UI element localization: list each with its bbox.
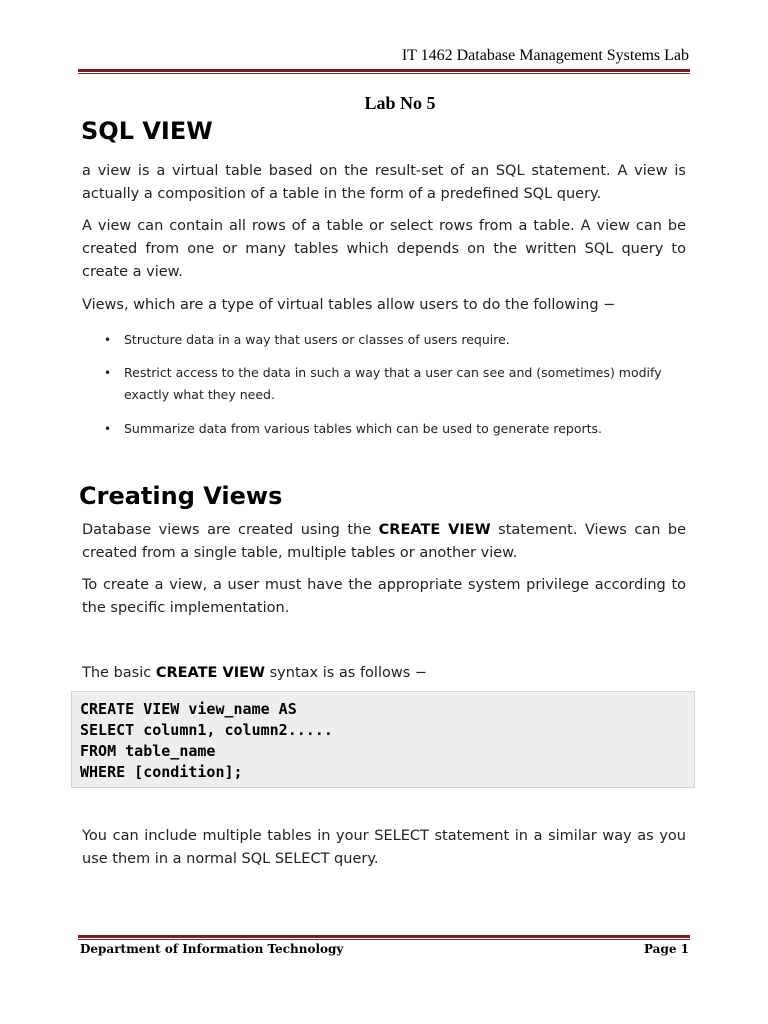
- code-line: CREATE VIEW view_name AS: [80, 700, 297, 718]
- footer-divider: [78, 935, 690, 940]
- paragraph-view-definition: a view is a virtual table based on the result-set of an SQL statement. A view is actually a composition of a table in the form of a predefined SQL query.: [82, 163, 686, 202]
- paragraph-syntax-intro: The basic CREATE VIEW syntax is as follows −: [82, 665, 428, 681]
- keyword-create-view: CREATE VIEW: [378, 522, 491, 538]
- paragraph-multiple-tables: You can include multiple tables in your SELECT statement in a similar way as you use them in a normal SQL SELECT query.: [82, 828, 686, 867]
- paragraph-create-view-intro: Database views are created using the CREATE VIEW statement. Views can be created from a single table, multiple tables or another view.: [82, 522, 686, 561]
- bullet-icon: •: [104, 333, 112, 347]
- header-divider: [78, 69, 690, 74]
- code-line: WHERE [condition];: [80, 763, 243, 781]
- list-item-text: Restrict access to the data in such a way that a user can see and (sometimes) modify exactly what they need.: [124, 365, 662, 402]
- footer-department: Department of Information Technology: [80, 942, 344, 956]
- list-item-text: Structure data in a way that users or classes of users require.: [124, 332, 510, 347]
- header-course-title: IT 1462 Database Management Systems Lab: [401, 47, 689, 64]
- list-item: [104, 418, 688, 440]
- paragraph-view-uses: Views, which are a type of virtual tables allow users to do the following −: [82, 297, 616, 313]
- bullet-icon: •: [104, 422, 112, 436]
- code-line: SELECT column1, column2.....: [80, 721, 333, 739]
- footer-page-number: Page 1: [643, 942, 689, 956]
- paragraph-privilege: To create a view, a user must have the appropriate system privilege according to the specific implementation.: [82, 577, 686, 616]
- code-line: FROM table_name: [80, 742, 216, 760]
- keyword-create-view: CREATE VIEW: [155, 665, 266, 681]
- list-item-text: Summarize data from various tables which can be used to generate reports.: [124, 421, 603, 436]
- bullet-icon: •: [104, 366, 112, 380]
- lab-number: Lab No 5: [364, 93, 436, 113]
- code-block: [71, 691, 695, 788]
- paragraph-view-contents: A view can contain all rows of a table or select rows from a table. A view can be created from one or many tables which depends on the written SQL query to create a view.: [82, 218, 686, 280]
- list-item: [104, 329, 688, 351]
- list-item: [104, 362, 688, 406]
- section-title-creating-views: Creating Views: [79, 482, 283, 510]
- section-title-sql-view: SQL VIEW: [81, 117, 213, 145]
